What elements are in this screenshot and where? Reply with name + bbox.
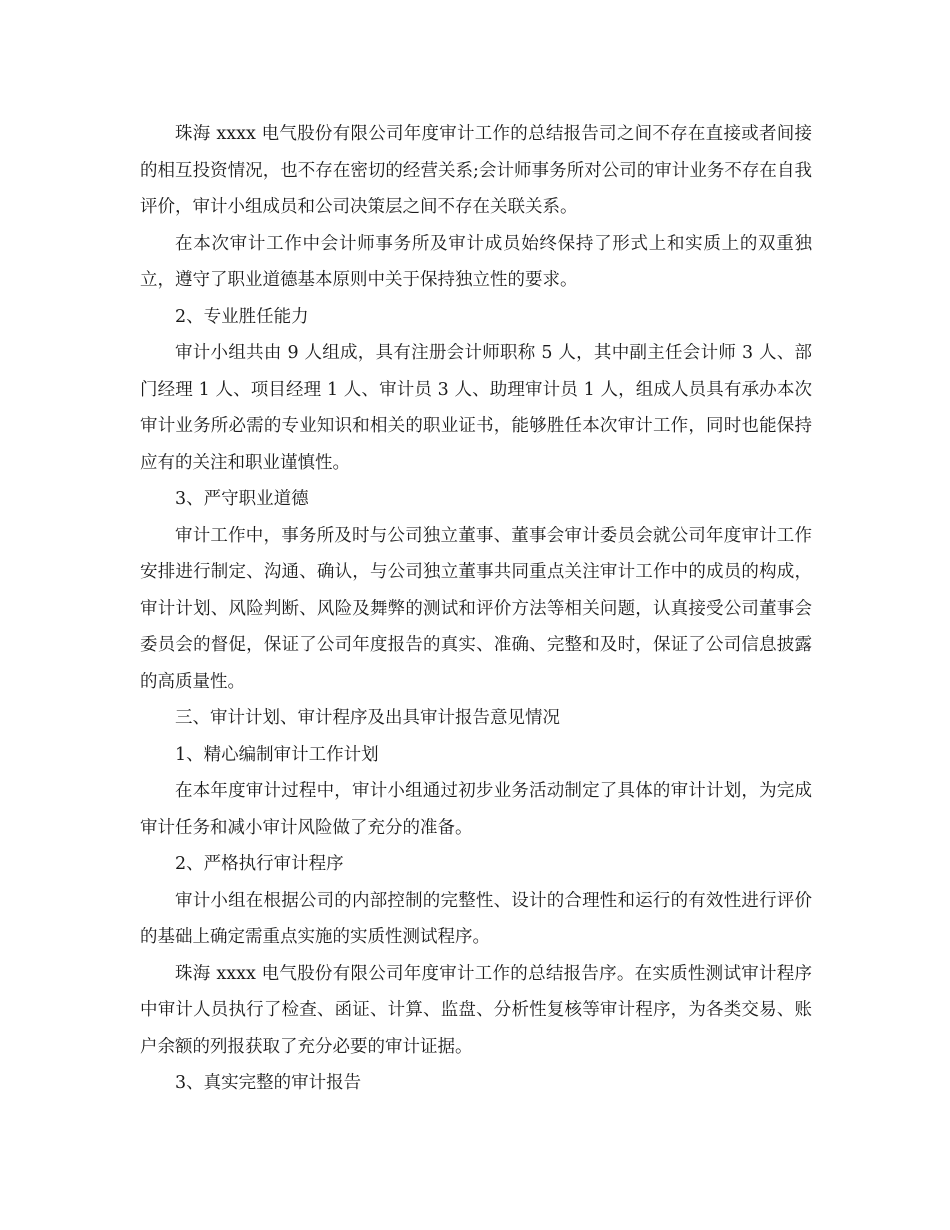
paragraph-audit-plan-detail: 在本年度审计过程中，审计小组通过初步业务活动制定了具体的审计计划，为完成审计任务和减小审计风险做了充分的准备。 bbox=[140, 781, 812, 838]
paragraph-independence-intro: 珠海 xxxx 电气股份有限公司年度审计工作的总结报告司之间不存在直接或者间接的相互投资情况，也不存在密切的经营关系;会计师事务所对公司的审计业务不存在自我评价，审计小组成员和公司决策层之间不存在关联关系。 bbox=[140, 124, 812, 217]
paragraph-ethics-detail: 审计工作中，事务所及时与公司独立董事、董事会审计委员会就公司年度审计工作安排进行制定、沟通、确认，与公司独立董事共同重点关注审计工作中的成员的构成，审计计划、风险判断、风险及舞弊的测试和评价方法等相关问题，认真接受公司董事会委员会的督促，保证了公司年度报告的真实、准确、完整和及时，保证了公司信息披露的高质量性。 bbox=[140, 525, 812, 692]
heading-audit-plan: 1、精心编制审计工作计划 bbox=[175, 744, 379, 765]
heading-professional-competence: 2、专业胜任能力 bbox=[175, 306, 309, 327]
document-page bbox=[140, 116, 812, 1102]
paragraph-procedure-basis: 审计小组在根据公司的内部控制的完整性、设计的合理性和运行的有效性进行评价的基础上确定需重点实施的实质性测试程序。 bbox=[140, 890, 812, 947]
heading-audit-report: 3、真实完整的审计报告 bbox=[175, 1073, 362, 1093]
paragraph-procedure-detail: 珠海 xxxx 电气股份有限公司年度审计工作的总结报告序。在实质性测试审计程序中审计人员执行了检查、函证、计算、监盘、分析性复核等审计程序，为各类交易、账户余额的列报获取了充分必要的审计证据。 bbox=[140, 963, 812, 1057]
heading-section-three: 三、审计计划、审计程序及出具审计报告意见情况 bbox=[175, 708, 560, 728]
heading-professional-ethics: 3、严守职业道德 bbox=[175, 489, 309, 509]
paragraph-dual-independence: 在本次审计工作中会计师事务所及审计成员始终保持了形式上和实质上的双重独立，遵守了职业道德基本原则中关于保持独立性的要求。 bbox=[140, 233, 812, 290]
paragraph-team-composition: 审计小组共由 9 人组成，具有注册会计师职称 5 人，其中副主任会计师 3 人、部门经理 1 人、项目经理 1 人、审计员 3 人、助理审计员 1 人，组成人员具有承办本次审计业务所必需的专业知识和相关的职业证书，能够胜任本次审计工作，同时也能保持应有的关注和职业谨慎性。 bbox=[140, 343, 812, 473]
heading-audit-procedure: 2、严格执行审计程序 bbox=[175, 854, 344, 874]
